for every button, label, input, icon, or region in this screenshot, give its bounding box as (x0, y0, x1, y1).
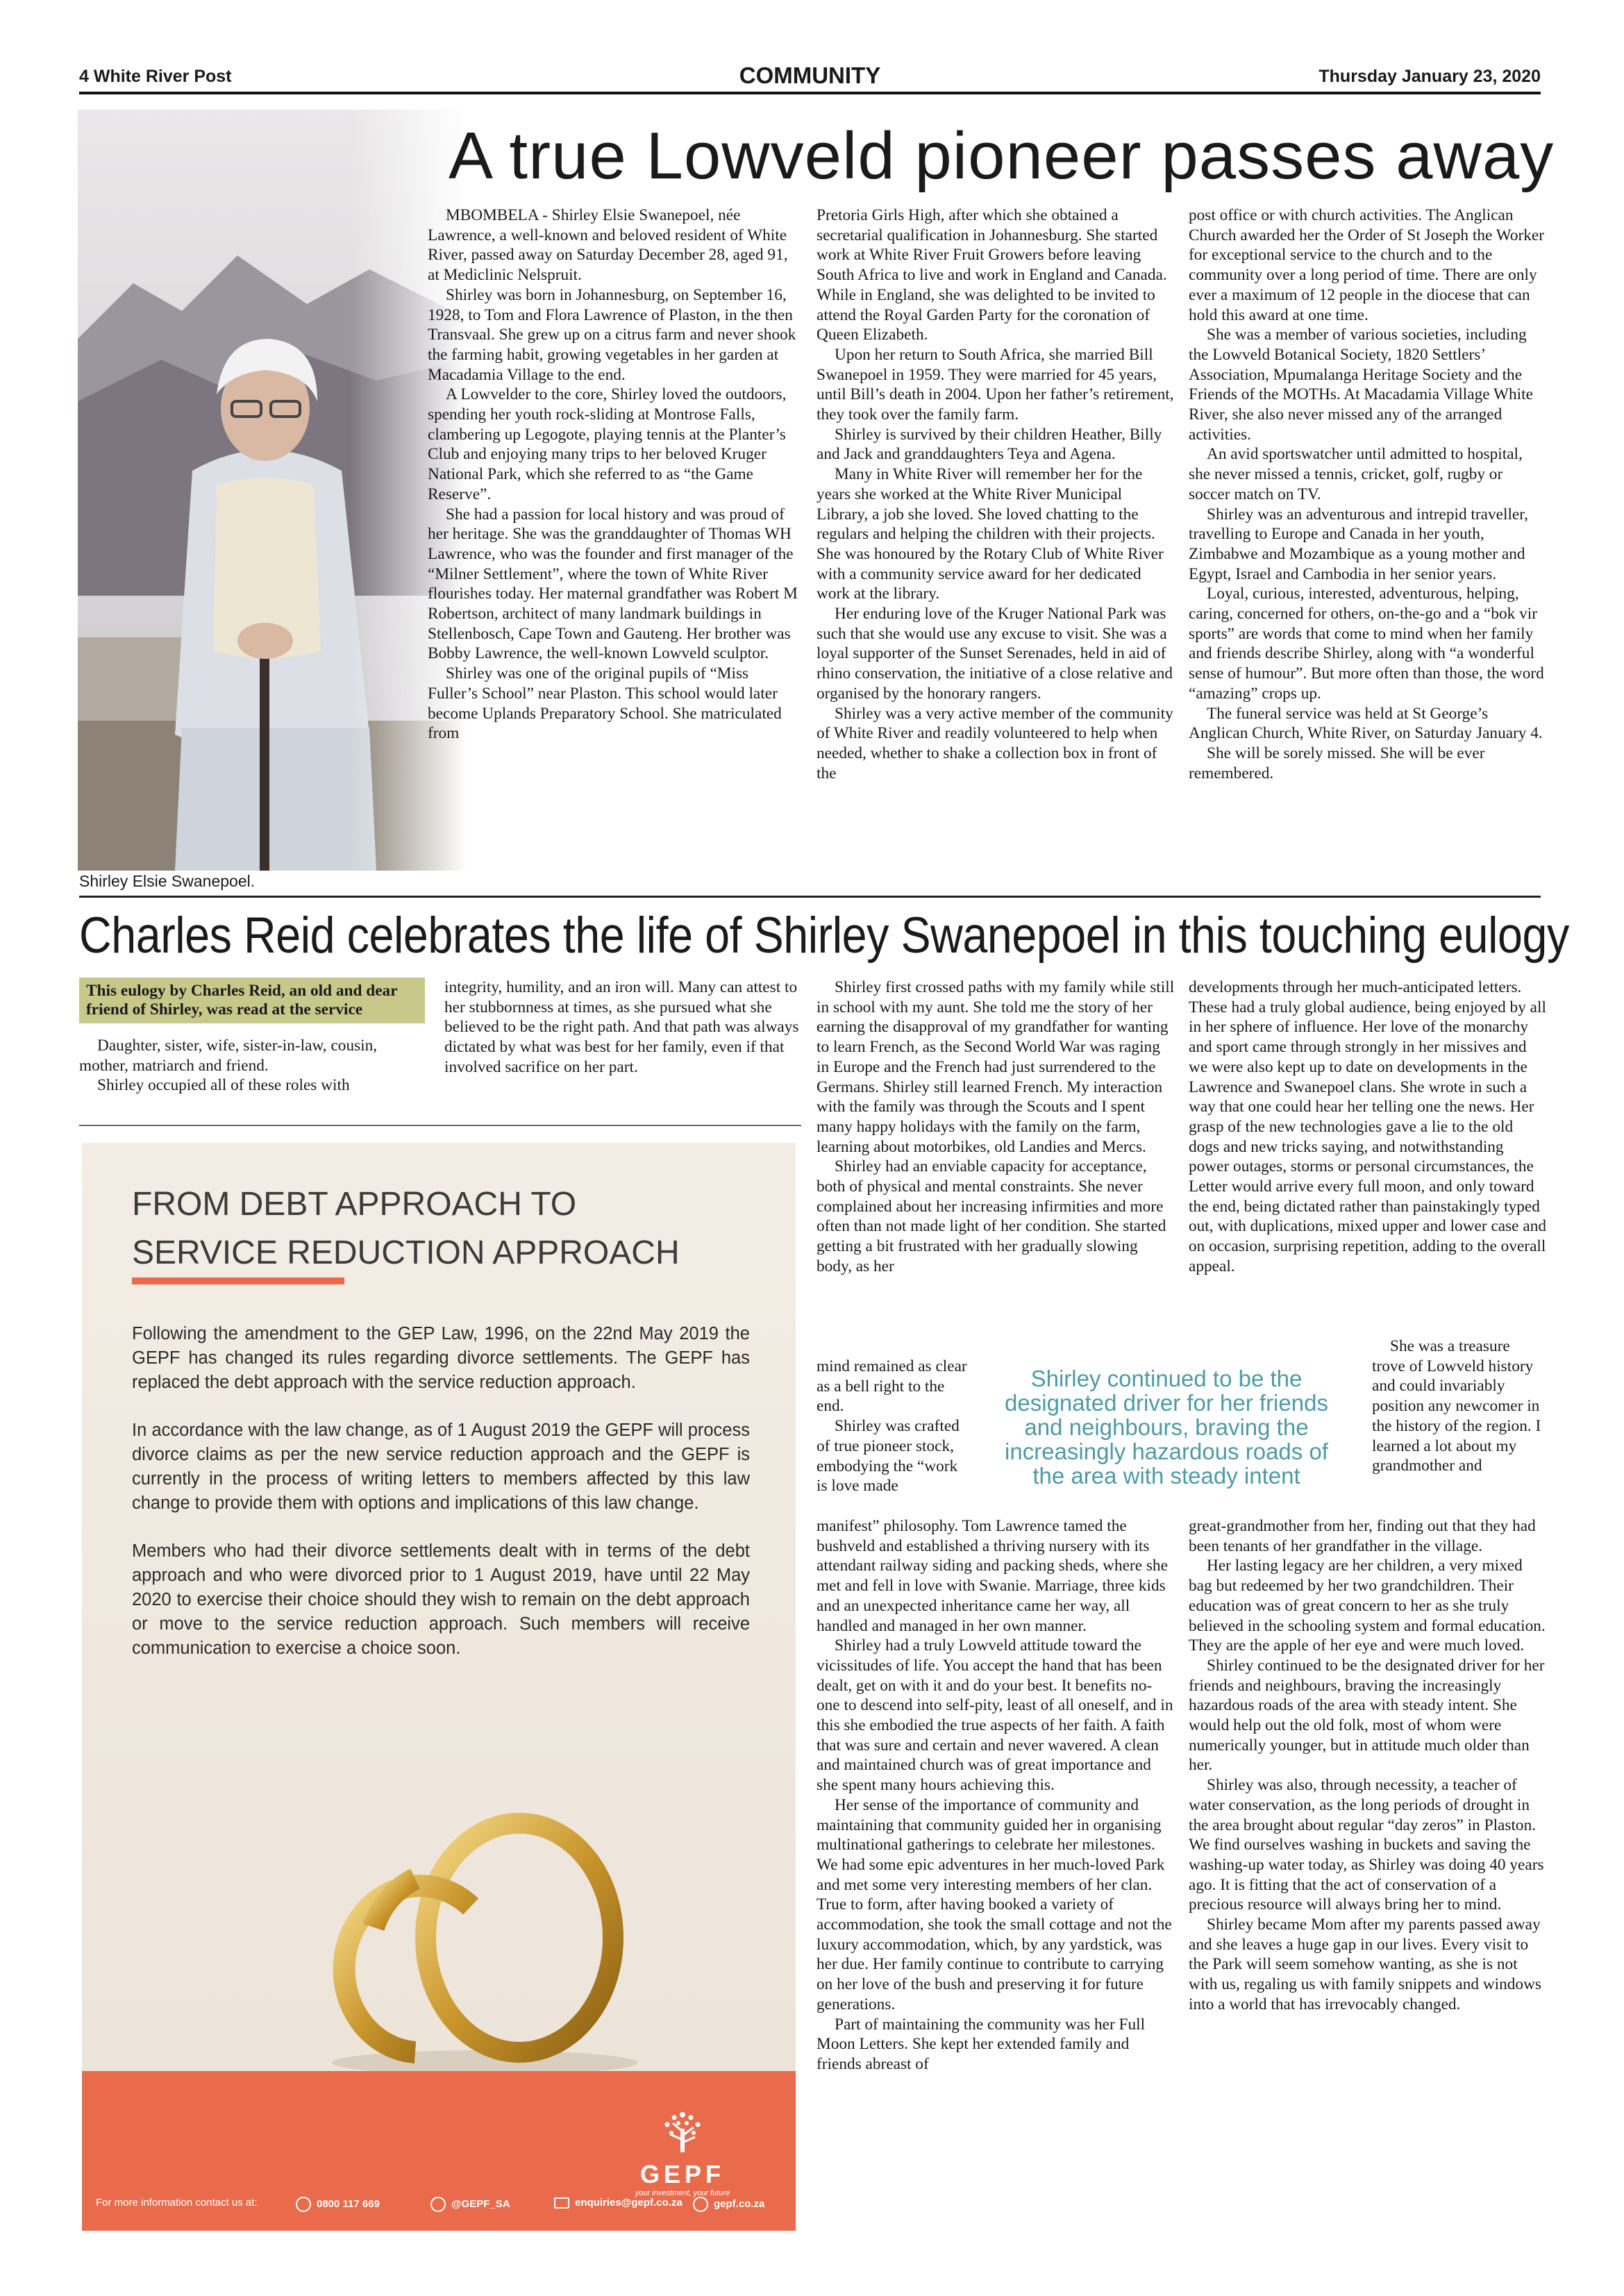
contact-email[interactable] (554, 2197, 683, 2209)
paragraph: She had a passion for local history and was proud of her heritage. She was the granddaughter of Thomas WH Lawrence, who was the founder and first manager of the “Milner Settlement”, where the town of White River flourishes today. Her maternal grandfather was Robert M Robertson, architect of many landmark buildings in Stellenbosch, Cape Town and Gauteng. Her brother was Bobby Lawrence, the well-known Lowveld sculptor. (428, 505, 798, 663)
twitter-icon (430, 2197, 446, 2212)
paragraph: Her enduring love of the Kruger National Park was such that she would use any excuse to visit. She was a loyal supporter of the Sunset Serenades, held in aid of rhino conservation, the initiative of a close relative and organised by the honorary rangers. (817, 605, 1173, 703)
section-divider (79, 896, 1541, 898)
paragraph: Shirley occupied all of these roles with (97, 1076, 350, 1095)
eulogy-intro-text: This eulogy by Charles Reid, an old and dear friend of Shirley, was read at the service (86, 982, 398, 1019)
paragraph: Shirley had an enviable capacity for acceptance, both of physical and mental constraints. She never complained about her increasing infirmities and more often than not made light of her condition. She started getting a bit frustrated with her gradually slowing body, as her (817, 1157, 1166, 1275)
article-column-3 (1189, 206, 1547, 783)
phone-number: 0800 117 669 (317, 2197, 380, 2210)
paragraph: Shirley was a very active member of the community of White River and readily volunteered to help when needed, whether to shake a collection box in front of the (817, 704, 1173, 782)
portrait-photo (78, 110, 467, 871)
eulogy-column-4-narrow (1372, 1336, 1547, 1476)
paragraph: Shirley was an adventurous and intrepid traveller, travelling to Europe and Canada in her youth, Zimbabwe and Mozambique as a young mother and Egypt, Israel and Cambodia in her senior years. (1189, 505, 1528, 583)
contact-twitter[interactable] (430, 2197, 510, 2212)
eulogy-column-1 (79, 1036, 425, 1096)
eulogy-column-4-bottom (1189, 1516, 1547, 2015)
paragraph: Shirley first crossed paths with my family while still in school with my aunt. She told me the story of her earning the disapproval of my grandfather for wanting to learn French, as the Second World War was raging in Europe and the French had just surrendered to the Germans. Shirley still learned French. My interaction with the family was through the Scouts and I spent many happy holidays with the family on the farm, learning about motorbikes, old Landies and Mercs. (817, 978, 1175, 1156)
article-column-2 (817, 206, 1175, 783)
eulogy-column-3-bottom (817, 1516, 1175, 2075)
paragraph: An avid sportswatcher until admitted to hospital, she never missed a tennis, cricket, golf, rugby or soccer match on TV. (1189, 445, 1523, 503)
gepf-wordmark: GEPF (639, 2160, 725, 2188)
paragraph: Many in White River will remember her for the years she worked at the White River Municipal Library, a job she loved. She loved chatting to the regulars and helping the children with their projects. She was honoured by the Rotary Club of White River with a community service award for her dedicated work at the library. (817, 465, 1164, 603)
contact-website[interactable] (693, 2197, 764, 2212)
masthead (79, 64, 1541, 94)
paragraph: Pretoria Girls High, after which she obtained a secretarial qualification in Johannesburg. She started work at White River Fruit Growers before leaving South Africa to live and work in England and Canada. While in England, she was delighted to be invited to attend the Royal Garden Party for the coronation of Queen Elizabeth. (817, 206, 1167, 344)
ad-paragraph: Members who had their divorce settlements dealt with in terms of the debt approach and who were divorced prior to 1 August 2019, have until 22 May 2020 to exercise their choice should they wish to remain on the debt approach or move to the service reduction approach. Such members will receive communication to exercise a choice soon. (132, 1541, 750, 1658)
contact-phone[interactable] (296, 2197, 380, 2212)
paragraph: Loyal, curious, interested, adventurous, helping, caring, concerned for others, on-the-go and a “bok vir sports” are words that come to mind when her family and friends describe Shirley, along with “a wonderful sense of humour”. But more often than those, the word “amazing” crops up. (1189, 585, 1544, 703)
website-url: gepf.co.za (714, 2197, 765, 2210)
photo-caption: Shirley Elsie Swanepoel. (79, 872, 256, 890)
eulogy-column-3-top (817, 978, 1175, 1277)
ad-title-line-1: FROM DEBT APPROACH TO (132, 1186, 577, 1223)
portrait-photo-illustration (78, 110, 467, 871)
ad-title (132, 1180, 680, 1277)
gepf-tagline: your investment, your future (635, 2189, 730, 2197)
tree-icon (655, 2108, 710, 2154)
gold-rings-image (311, 1788, 658, 2080)
paragraph: mind remained as clear as a bell right to the end. (817, 1357, 967, 1416)
email-address: enquiries@gepf.co.za (575, 2197, 683, 2209)
pull-quote: Shirley continued to be the designated driver for her friends and neighbours, braving the increasingly hazardous roads of the area with steady intent (1005, 1366, 1328, 1489)
paragraph: Shirley had a truly Lowveld attitude toward the vicissitudes of life. You accept the hand that has been dealt, get on with it and do your best. It benefits no-one to descend into self-pity, least of all oneself, and in this she embodied the true aspects of her faith. A faith that was sure and certain and never wavered. A clean and maintained church was of great importance and she spent many hours achieving this. (817, 1636, 1173, 1795)
paragraph: developments through her much-anticipated letters. These had a truly global audience, being enjoyed by all in her sphere of influence. Her love of the monarchy and sport came through strongly in her missives and we were also kept up to date on developments in the Lawrence and Swanepoel clans. She wrote in such a way that one could hear her telling one the news. Her grasp of the new technologies gave a lie to the old dogs and new tricks saying, and notwithstanding power outages, storms or personal circumstances, the Letter would arrive every full moon, and only toward the end, being dictated rather than painstakingly typed out, with duplications, mixed upper and lower case and on occasion, surprising repetition, adding to the overall appeal. (1189, 978, 1546, 1275)
ad-contact-bar (96, 2191, 783, 2216)
paragraph: Part of maintaining the community was her Full Moon Letters. She kept her extended family and friends abreast of (817, 2015, 1146, 2073)
paragraph: manifest” philosophy. Tom Lawrence tamed the bushveld and established a thriving nursery with its attendant railway siding and packing sheds, where she met and fell in love with Swanie. Marriage, three kids and an unexpected inheritance came her way, all handled and managed in her own manner. (817, 1517, 1168, 1635)
paragraph: integrity, humility, and an iron will. Many can attest to her stubbornness at times, as she pursued what she believed to be the right path. And that path was always dictated by what was best for her family, even if that involved sacrifice on her part. (444, 978, 799, 1076)
article-headline: A true Lowveld pioneer passes away (449, 119, 1555, 193)
eulogy-column-2 (444, 978, 805, 1078)
eulogy-headline: Charles Reid celebrates the life of Shirley Swanepoel in this touching eulogy (79, 907, 1569, 964)
contact-label: For more information contact us at: (96, 2197, 258, 2209)
paragraph: Shirley became Mom after my parents passed away and she leaves a huge gap in our lives. Every visit to the Park will seem somehow wanting, as she is not with us, regaling us with family snippets and windows into a world that has irrevocably changed. (1189, 1916, 1541, 2013)
page-number-and-paper: 4 White River Post (79, 67, 232, 86)
paragraph: Upon her return to South Africa, she married Bill Swanepoel in 1959. They were married for 45 years, until Bill’s death in 2004. Upon her father’s retirement, they took over the family farm. (817, 345, 1174, 424)
ad-body (132, 1322, 750, 1684)
envelope-icon (554, 2197, 569, 2209)
ad-title-line-2: SERVICE REDUCTION APPROACH (132, 1234, 680, 1271)
globe-icon (693, 2197, 708, 2212)
section-name: COMMUNITY (739, 62, 881, 88)
paragraph: MBOMBELA - Shirley Elsie Swanepoel, née Lawrence, a well-known and beloved resident of White River, passed away on Saturday December 28, aged 91, at Mediclinic Nelspruit. (428, 206, 788, 285)
ad-paragraph: Following the amendment to the GEP Law, 1996, on the 22nd May 2019 the GEPF has changed its rules regarding divorce settlements. The GEPF has replaced the debt approach with the service reduction approach. (132, 1324, 750, 1392)
article-column-1 (428, 206, 798, 744)
ad-accent-bar (132, 1277, 344, 1284)
paragraph: She was a treasure trove of Lowveld history and could invariably position any newcomer in the history of the region. I learned a lot about my grandmother and (1372, 1337, 1541, 1475)
issue-date: Thursday January 23, 2020 (1319, 67, 1541, 86)
paragraph: Shirley was one of the original pupils of “Miss Fuller’s School” near Plaston. This school would later become Uplands Preparatory School. She matriculated from (428, 664, 782, 743)
paragraph: She was a member of various societies, including the Lowveld Botanical Society, 1820 Settlers’ Association, Mpumalanga Heritage Society and the Friends of the MOTHs. At Macadamia Village White River, she also never missed any of the arranged activities. (1189, 326, 1533, 444)
ad-paragraph: In accordance with the law change, as of 1 August 2019 the GEPF will process divorce claims as per the new service reduction approach and the GEPF is currently in the process of writing letters to members affected by this law change to provide them with options and implications of this law change. (132, 1421, 750, 1513)
paragraph: The funeral service was held at St George’s Anglican Church, White River, on Saturday January 4. (1189, 704, 1543, 743)
gepf-logo (630, 2108, 735, 2197)
paragraph: Her lasting legacy are her children, a very mixed bag but redeemed by her two grandchildren. Their education was of great concern to her as she truly believed in the schooling system and formal education. They are the apple of her eye and were much loved. (1189, 1557, 1546, 1655)
paragraph: Shirley was also, through necessity, a teacher of water conservation, as the long periods of drought in the area brought about regular “day zeros” in Plaston. We find ourselves washing in buckets and saving the washing-up water today, as Shirley was doing 40 years ago. It is fitting that the act of conservation of a precious resource will always bring her to mind. (1189, 1776, 1544, 1914)
paragraph: great-grandmother from her, finding out that they had been tenants of her grandfather in the village. (1189, 1517, 1536, 1555)
eulogy-column-4-top (1189, 978, 1547, 1277)
phone-icon (296, 2197, 311, 2212)
paragraph: Her sense of the importance of community and maintaining that community guided her in organising multinational gatherings to celebrate her milestones. We had some epic adventures in her much-loved Park and met some very interesting members of her clan. True to form, after having booked a variety of accommodation, she took the small cottage and not the luxury accommodation, which, by any yardstick, was her due. Her family continue to contribute to carrying on her love of the bush and preserving it for future generations. (817, 1795, 1172, 2013)
gepf-advertisement[interactable] (82, 1143, 796, 2231)
column-rule (79, 1125, 801, 1126)
paragraph: Shirley continued to be the designated driver for her friends and neighbours, braving the increasingly hazardous roads of the area with steady intent. She would help out the old folk, most of whom were numerically younger, but in attitude much older than her. (1189, 1656, 1545, 1775)
paragraph: Shirley was crafted of true pioneer stock, embodying the “work is love made (817, 1417, 960, 1495)
paragraph: Shirley is survived by their children Heather, Billy and Jack and granddaughters Teya and Agena. (817, 425, 1162, 464)
paragraph: Shirley was born in Johannesburg, on September 16, 1928, to Tom and Flora Lawrence of Plaston, in the then Transvaal. She grew up on a citrus farm and never shook the farming habit, growing vegetables in her garden at Macadamia Village to the end. (428, 285, 796, 384)
twitter-handle: @GEPF_SA (451, 2197, 510, 2210)
paragraph: A Lowvelder to the core, Shirley loved the outdoors, spending her youth rock-sliding at Montrose Falls, clambering up Legogote, playing tennis at the Planter’s Club and enjoying many trips to her beloved Kruger National Park, which she referred to as “the Game Reserve”. (428, 385, 787, 503)
paragraph: She will be sorely missed. She will be ever remembered. (1189, 744, 1485, 782)
eulogy-intro-box (79, 978, 425, 1023)
paragraph: post office or with church activities. The Anglican Church awarded her the Order of St Joseph the Worker for exceptional service to the church and to the community over a long period of time. There are only ever a maximum of 12 people in the diocese that can hold this award at one time. (1189, 206, 1545, 324)
paragraph: Daughter, sister, wife, sister-in-law, cousin, mother, matriarch and friend. (79, 1037, 378, 1075)
eulogy-column-3-narrow (817, 1357, 971, 1496)
